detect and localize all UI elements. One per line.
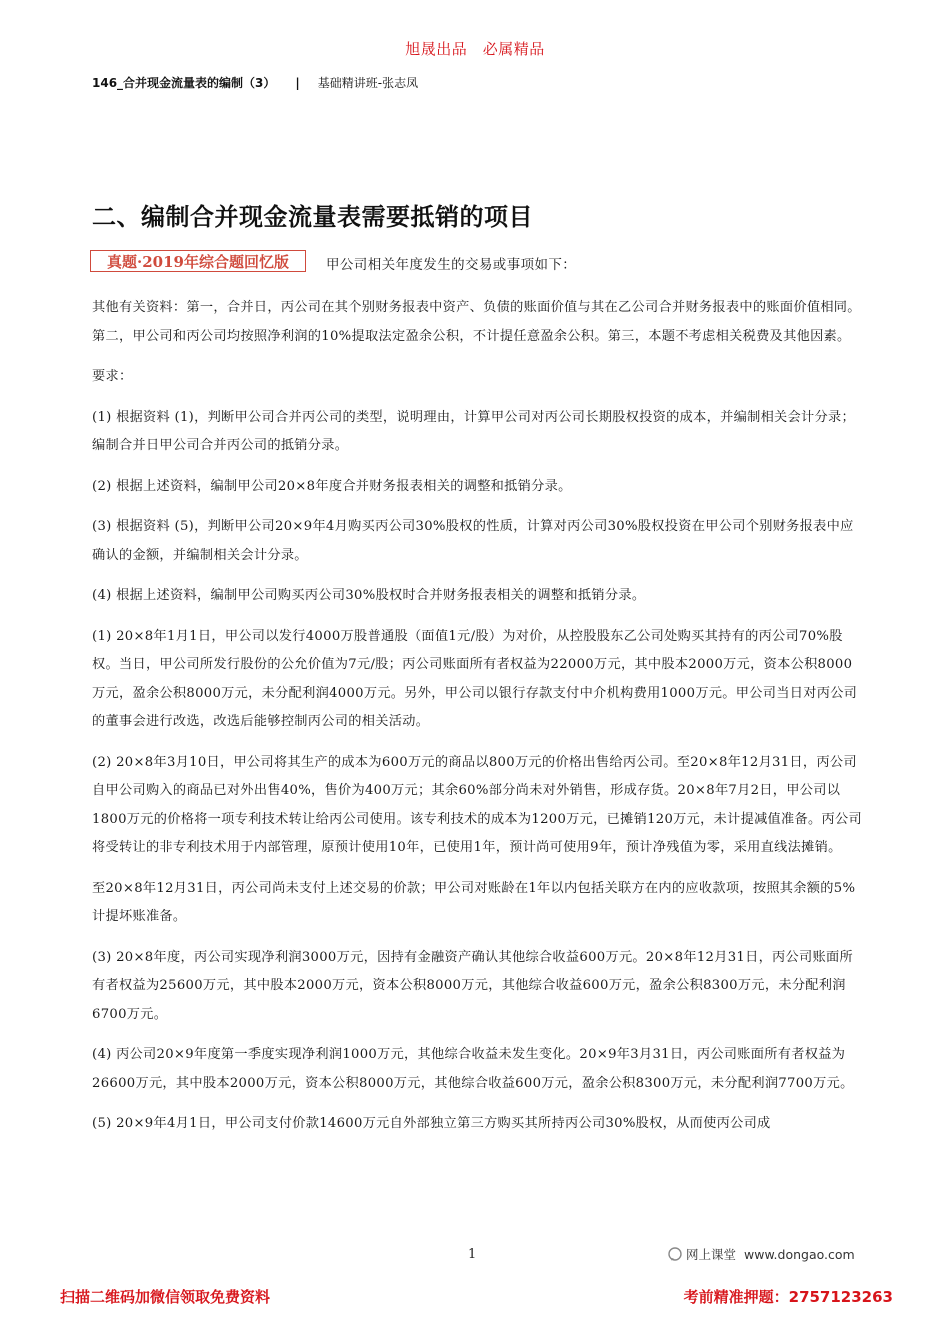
paragraph-material-4: (4) 丙公司20×9年度第一季度实现净利润1000万元，其他综合收益未发生变化。20×9年3月31日，丙公司账面所有者权益为26600万元，其中股本2000万元，资本公积8000万元，其他综合收益600万元，盈余公积8300万元，未分配利润7700万元。 [92,1047,854,1091]
brand-logo [668,1245,855,1263]
paragraph-requirement-2: (2) 根据上述资料，编制甲公司20×8年度合并财务报表相关的调整和抵销分录。 [92,478,572,494]
paragraph-requirement-4: (4) 根据上述资料，编制甲公司购买丙公司30%股权时合并财务报表相关的调整和抵销分录。 [92,588,646,603]
paragraph-material-5: (5) 20×9年4月1日，甲公司支付价款14600万元自外部独立第三方购买其所持丙公司30%股权，从而使丙公司成 [92,1116,771,1131]
paragraph-requirement-3: (3) 根据资料 (5)，判断甲公司20×9年4月购买丙公司30%股权的性质，计算对丙公司30%股权投资在甲公司个别财务报表中应确认的金额，并编制相关会计分录。 [92,519,854,563]
brand-name: 网上课堂 [686,1247,737,1262]
paragraph-requirements-heading: 要求： [92,369,133,384]
paragraph-material-2: (2) 20×8年3月10日，甲公司将其生产的成本为600万元的商品以800万元的价格出售给丙公司。至20×8年12月31日，丙公司自甲公司购入的商品已对外出售40%，售价为400万元；其余60%部分尚未对外销售，形成存货。20×8年7月2日，甲公司以1800万元的价格将一项专利技术转让给丙公司使用。该专利技术的成本为1200万元，已摊销120万元，未计提减值准备。丙公司将受转让的非专利技术用于内部管理，原预计使用10年，已使用1年，预计尚可使用9年，预计净残值为零，采用直线法摊销。 [92,754,862,855]
exam-lead-text: 甲公司相关年度发生的交易或事项如下： [326,257,577,273]
paragraph-material-3: (3) 20×8年度，丙公司实现净利润3000万元，因持有金融资产确认其他综合收益600万元。20×8年12月31日，丙公司账面所有者权益为25600万元，其中股本2000万元，资本公积8000万元，其他综合收益600万元，盈余公积8300万元，未分配利润6700万元。 [92,949,853,1022]
course-name: 基础精讲班-张志凤 [317,76,419,90]
paragraph-requirement-1: (1) 根据资料 (1)，判断甲公司合并丙公司的类型，说明理由，计算甲公司对丙公司长期股权投资的成本，并编制相关会计分录；编制合并日甲公司合并丙公司的抵销分录。 [92,409,855,453]
question-body [92,294,862,1151]
course-header [92,74,418,91]
paragraph-other-info: 其他有关资料：第一，合并日，丙公司在其个别财务报表中资产、负债的账面价值与其在乙公司合并财务报表中的账面价值相同。第二，甲公司和丙公司均按照净利润的10%提取法定盈余公积，不计提任意盈余公积。第三，本题不考虑相关税费及其他因素。 [92,300,861,344]
header-separator: | [295,75,300,90]
footer-right-note: 考前精准押题：2757123263 [683,1288,893,1306]
brand-site: www.dongao.com [744,1246,855,1262]
publisher-banner: 旭晟出品 必属精品 [405,40,545,58]
chat-bubble-icon [668,1247,682,1261]
page-number: 1 [468,1247,477,1262]
section-title: 二、编制合并现金流量表需要抵销的项目 [92,202,533,231]
lesson-title: 146_合并现金流量表的编制（3） [92,76,276,90]
paragraph-material-1: (1) 20×8年1月1日，甲公司以发行4000万股普通股（面值1元/股）为对价，从控股股东乙公司处购买其持有的丙公司70%股权。当日，甲公司所发行股份的公允价值为7元/股；丙公司账面所有者权益为22000万元，其中股本2000万元，资本公积8000万元，盈余公积8000万元，未分配利润4000万元。另外，甲公司以银行存款支付中介机构费用1000万元。甲公司当日对丙公司的董事会进行改选，改选后能够控制丙公司的相关活动。 [92,628,858,729]
paragraph-material-2-continued: 至20×8年12月31日，丙公司尚未支付上述交易的价款；甲公司对账龄在1年以内包括关联方在内的应收款项，按照其余额的5%计提坏账准备。 [92,880,856,924]
exam-tag: 真题·2019年综合题回忆版 [90,250,306,272]
footer-left-note: 扫描二维码加微信领取免费资料 [60,1288,271,1306]
